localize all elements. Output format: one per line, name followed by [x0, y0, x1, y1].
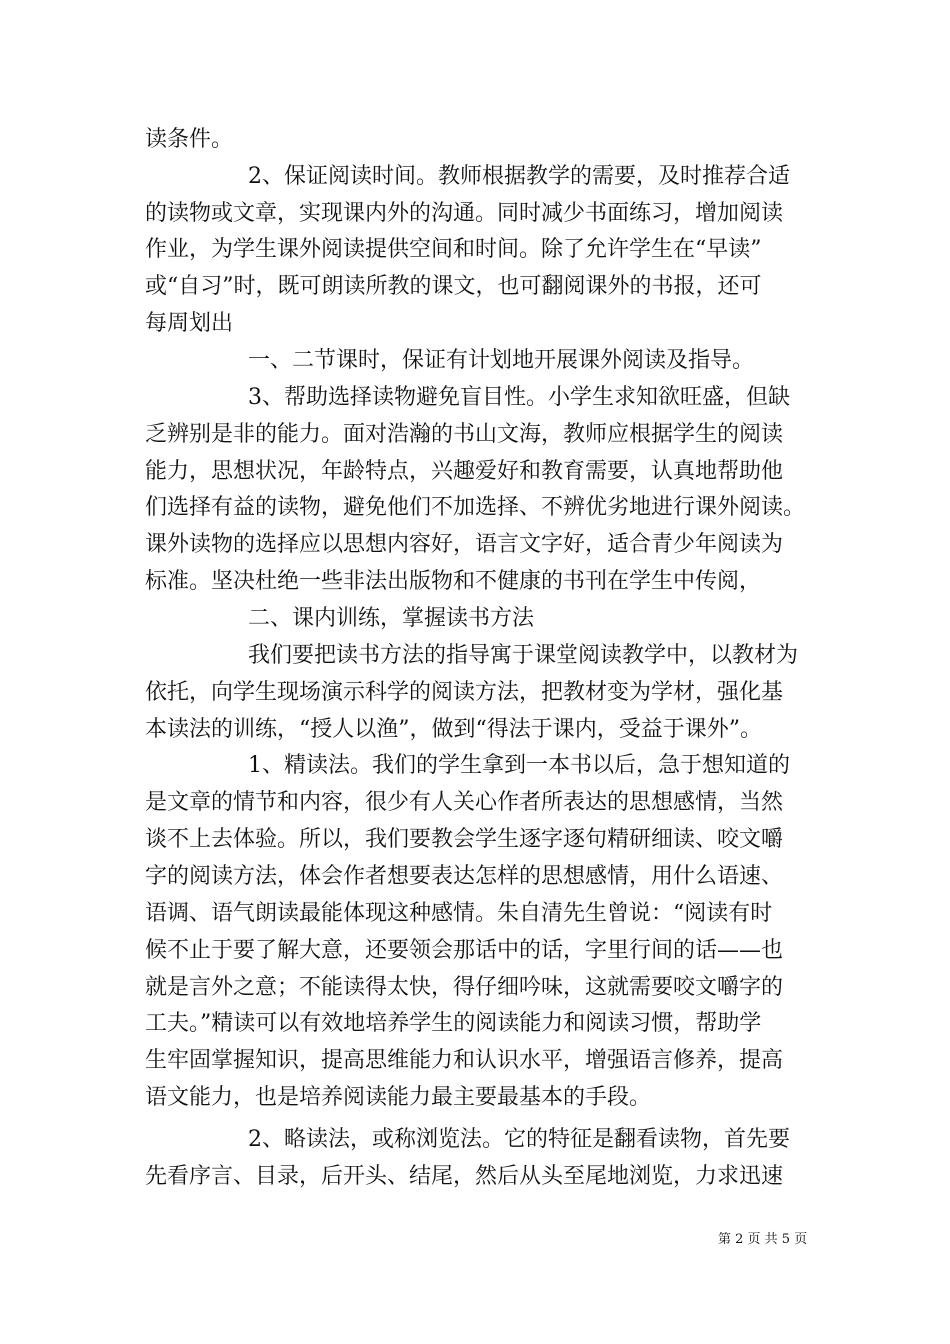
text-line: 课外读物的选择应以思想内容好，语言文字好，适合青少年阅读为 [145, 532, 784, 557]
text-line: 先看序言、目录，后开头、结尾，然后从头至尾地浏览，力求迅速 [145, 1164, 784, 1189]
page-number: 第 2 页 共 5 页 [718, 1232, 808, 1247]
section-heading: 二、课内训练，掌握读书方法 [248, 606, 535, 631]
text-line: 每周划出 [145, 311, 234, 336]
text-line: 一、二节课时，保证有计划地开展课外阅读及指导。 [248, 348, 755, 373]
text-line: 2、略读法，或称浏览法。它的特征是翻看读物，首先要 [248, 1127, 790, 1152]
text-line: 3、帮助选择读物避免盲目性。小学生求知欲旺盛，但缺 [248, 385, 790, 410]
text-line: 候不止于要了解大意，还要领会那话中的话，字里行间的话——也 [145, 938, 784, 963]
text-line: 们选择有益的读物，避免他们不加选择、不辨优劣地进行课外阅读。 [145, 495, 806, 520]
text-line: 语调、语气朗读最能体现这种感情。朱自清先生曾说：“阅读有时 [145, 901, 773, 926]
text-line: 我们要把读书方法的指导寓于课堂阅读教学中，以教材为 [248, 643, 799, 668]
text-line: 是文章的情节和内容，很少有人关心作者所表达的思想感情，当然 [145, 790, 784, 815]
text-line: 生牢固掌握知识，提高思维能力和认识水平，增强语言修养，提高 [145, 1048, 784, 1073]
text-line: 1、精读法。我们的学生拿到一本书以后，急于想知道的 [248, 753, 790, 778]
text-line: 字的阅读方法，体会作者想要表达怎样的思想感情，用什么语速、 [145, 864, 784, 889]
text-line: 或“自习”时，既可朗读所教的课文，也可翻阅课外的书报，还可 [145, 274, 762, 299]
text-line: 依托，向学生现场演示科学的阅读方法，把教材变为学材，强化基 [145, 680, 784, 705]
text-line: 本读法的训练，“授人以渔”，做到“得法于课内，受益于课外”。 [145, 717, 762, 742]
text-line: 乏辨别是非的能力。面对浩瀚的书山文海，教师应根据学生的阅读 [145, 422, 784, 447]
text-line: 能力，思想状况，年龄特点，兴趣爱好和教育需要，认真地帮助他 [145, 459, 784, 484]
text-line: 语文能力，也是培养阅读能力最主要最基本的手段。 [145, 1085, 652, 1110]
text-line: 的读物或文章，实现课内外的沟通。同时减少书面练习，增加阅读 [145, 201, 784, 226]
text-line: 就是言外之意；不能读得太快，得仔细吟味，这就需要咬文嚼字的 [145, 975, 784, 1000]
text-line: 作业，为学生课外阅读提供空间和时间。除了允许学生在“早读” [145, 237, 762, 262]
text-line: 标准。坚决杜绝一些非法出版物和不健康的书刊在学生中传阅， [145, 569, 762, 594]
text-line: 2、保证阅读时间。教师根据教学的需要，及时推荐合适 [248, 164, 790, 189]
text-line: 读条件。 [145, 127, 234, 152]
text-line: 谈不上去体验。所以，我们要教会学生逐字逐句精研细读、咬文嚼 [145, 827, 784, 852]
text-line: 工夫。”精读可以有效地培养学生的阅读能力和阅读习惯，帮助学 [145, 1011, 762, 1036]
